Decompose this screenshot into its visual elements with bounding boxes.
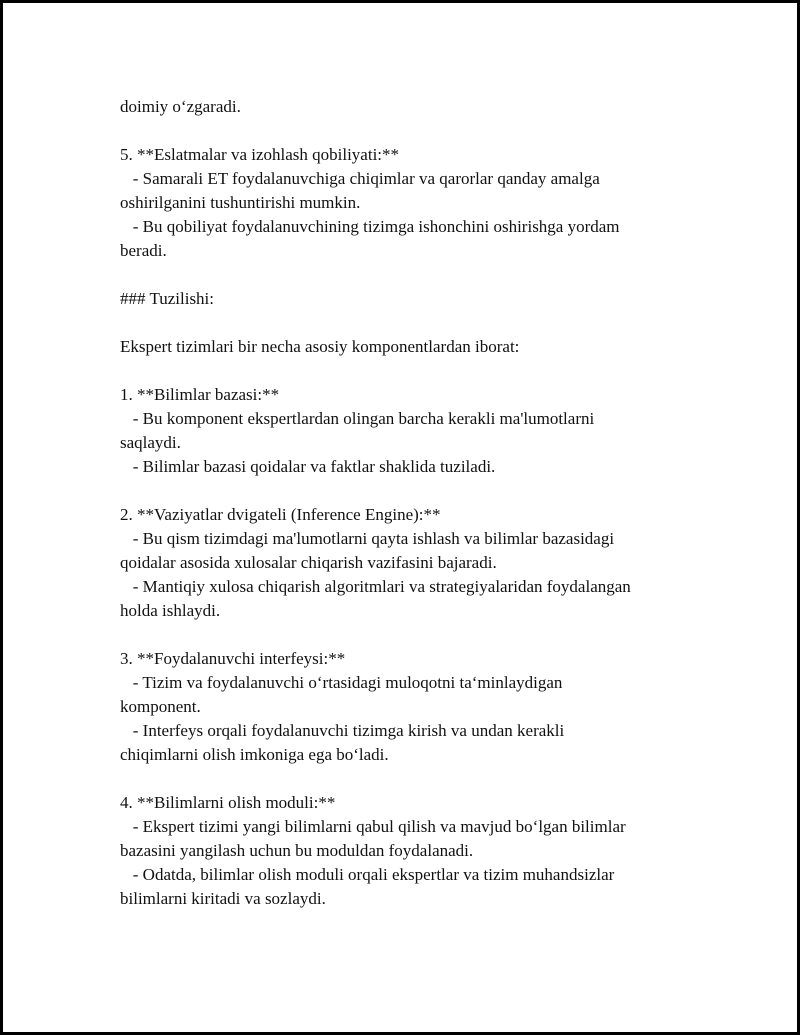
text-line: ### Tuzilishi: [120,289,215,308]
text-line: - Bu qobiliyat foydalanuvchining tizimga ishonchini oshirishga yordam [120,217,620,236]
blank-line [120,479,720,503]
text-line: 1. **Bilimlar bazasi:** [120,385,280,404]
blank-line [120,359,720,383]
text-line: komponent. [120,697,201,716]
blank-line [120,311,720,335]
document-text [120,95,720,911]
text-line: holda ishlaydi. [120,601,221,620]
text-line: 4. **Bilimlarni olish moduli:** [120,793,336,812]
blank-line [120,623,720,647]
text-line: chiqimlarni olish imkoniga ega boʻladi. [120,745,389,764]
blank-line [120,767,720,791]
text-line: - Bu qism tizimdagi ma'lumotlarni qayta ishlash va bilimlar bazasidagi [120,529,615,548]
text-line: qoidalar asosida xulosalar chiqarish vazifasini bajaradi. [120,553,497,572]
text-line: saqlaydi. [120,433,181,452]
text-line: - Samarali ET foydalanuvchiga chiqimlar va qarorlar qanday amalga [120,169,600,188]
text-line: - Odatda, bilimlar olish moduli orqali ekspertlar va tizim muhandsizlar [120,865,615,884]
text-line: bilimlarni kiritadi va sozlaydi. [120,889,326,908]
text-line: - Mantiqiy xulosa chiqarish algoritmlari va strategiyalaridan foydalangan [120,577,631,596]
text-line: 5. **Eslatmalar va izohlash qobiliyati:** [120,145,400,164]
text-line: - Bu komponent ekspertlardan olingan barcha kerakli ma'lumotlarni [120,409,595,428]
text-line: bazasini yangilash uchun bu moduldan foydalanadi. [120,841,474,860]
blank-line [120,263,720,287]
text-line: oshirilganini tushuntirishi mumkin. [120,193,361,212]
text-line: - Interfeys orqali foydalanuvchi tizimga kirish va undan kerakli [120,721,565,740]
text-line: 3. **Foydalanuvchi interfeysi:** [120,649,346,668]
text-line: beradi. [120,241,167,260]
text-line: doimiy oʻzgaradi. [120,97,241,116]
text-line: - Tizim va foydalanuvchi oʻrtasidagi muloqotni taʻminlaydigan [120,673,563,692]
text-line: - Bilimlar bazasi qoidalar va faktlar shaklida tuziladi. [120,457,496,476]
text-line: - Ekspert tizimi yangi bilimlarni qabul qilish va mavjud boʻlgan bilimlar [120,817,626,836]
blank-line [120,119,720,143]
text-line: 2. **Vaziyatlar dvigateli (Inference Engine):** [120,505,441,524]
text-line: Ekspert tizimlari bir necha asosiy komponentlardan iborat: [120,337,520,356]
